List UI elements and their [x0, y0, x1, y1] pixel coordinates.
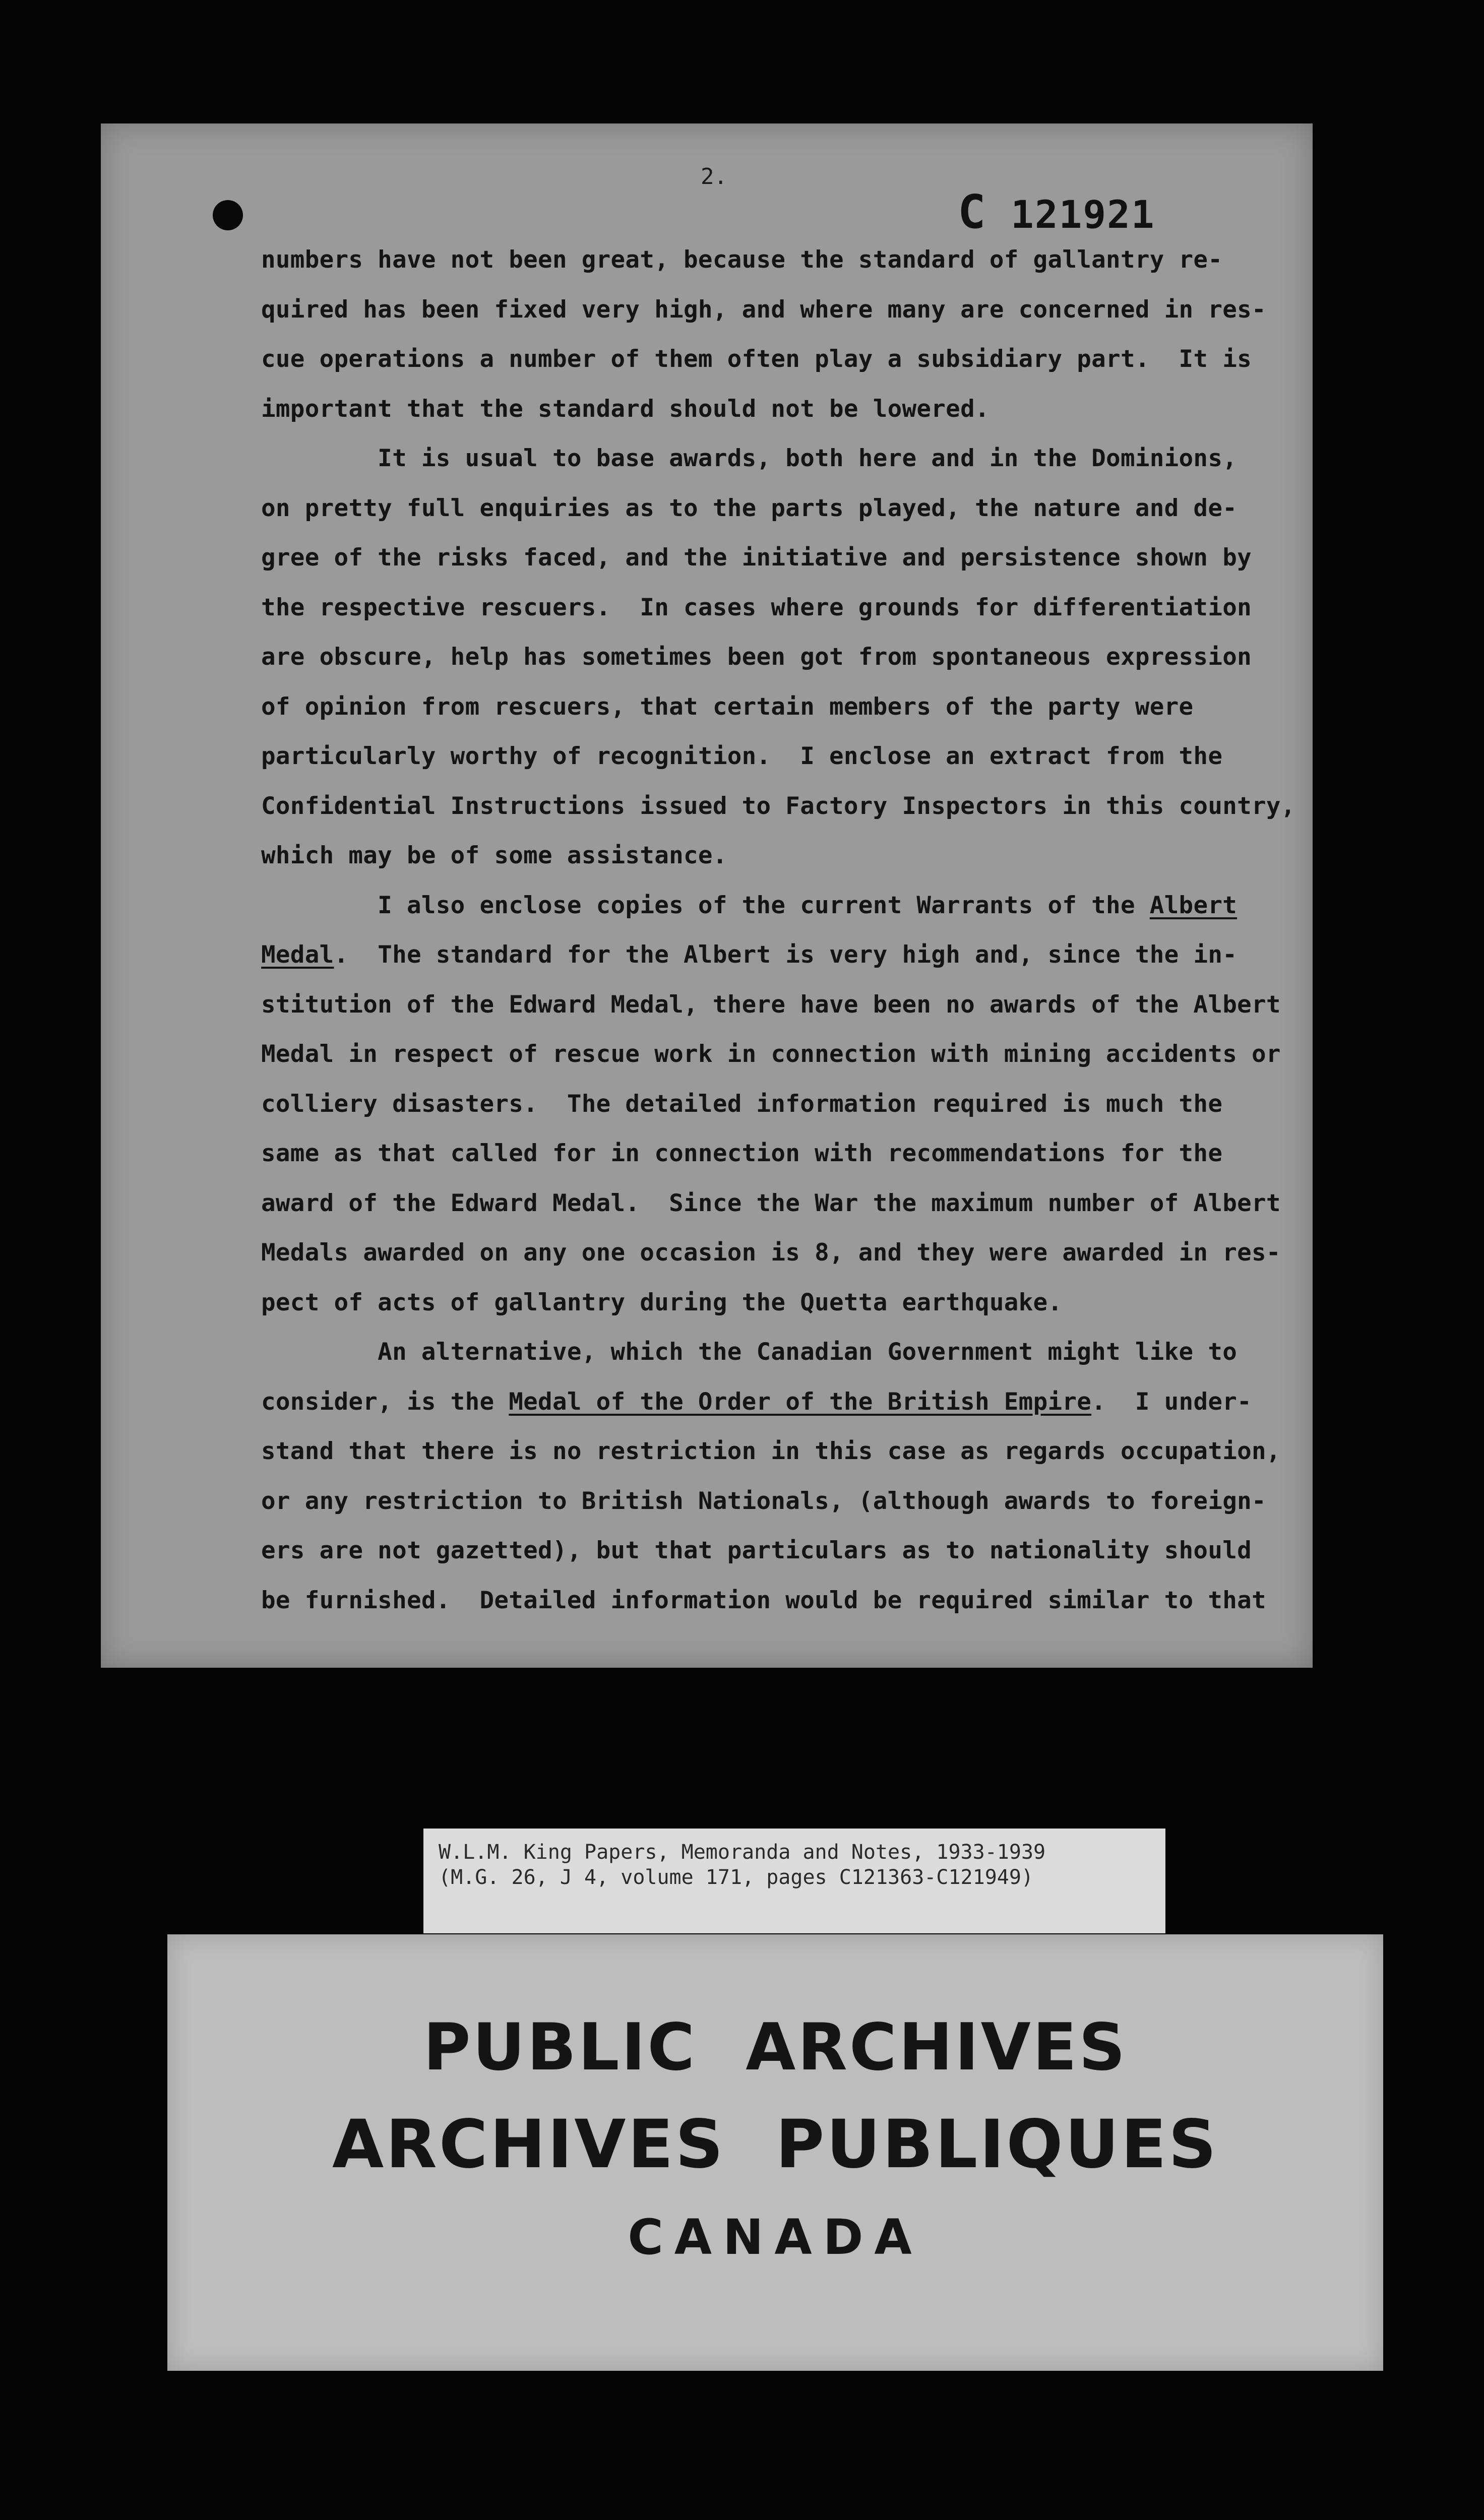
text-line: [261, 533, 1310, 583]
punch-hole: [213, 200, 243, 230]
text-segment: which may be of some assistance.: [261, 842, 727, 869]
archive-title-english: PUBLIC ARCHIVES: [423, 2010, 1128, 2085]
text-segment: stand that there is no restriction in this case as regards occupation,: [261, 1437, 1281, 1465]
archive-title-french: ARCHIVES PUBLIQUES: [332, 2106, 1218, 2183]
text-segment: It is usual to base awards, both here and in the Dominions,: [261, 445, 1238, 472]
text-line: [261, 930, 1310, 980]
text-line: [261, 831, 1310, 881]
text-line: [261, 1526, 1310, 1576]
document-page: [101, 123, 1313, 1668]
underlined-text: Albert: [1149, 891, 1238, 919]
text-line: [261, 782, 1310, 832]
text-line: [261, 1576, 1310, 1626]
text-line: [261, 1328, 1310, 1377]
document-id-prefix: C: [958, 185, 987, 239]
text-line: [261, 335, 1310, 385]
text-segment: Medals awarded on any one occasion is 8, and they were awarded in res-: [261, 1239, 1281, 1267]
letter-body: [261, 235, 1310, 1625]
text-line: [261, 285, 1310, 335]
text-segment: colliery disasters. The detailed information required is much the: [261, 1090, 1223, 1118]
text-segment: An alternative, which the Canadian Government might like to: [261, 1338, 1238, 1366]
text-segment: Medal in respect of rescue work in connection with mining accidents or: [261, 1040, 1281, 1068]
text-segment: Confidential Instructions issued to Factory Inspectors in this country,: [261, 792, 1295, 820]
archive-reference-label: [423, 1829, 1165, 1933]
text-segment: same as that called for in connection with recommendations for the: [261, 1140, 1223, 1167]
text-segment: stitution of the Edward Medal, there have been no awards of the Albert: [261, 990, 1281, 1019]
text-line: [261, 1477, 1310, 1527]
page-number: 2.: [701, 164, 727, 190]
text-segment: cue operations a number of them often play a subsidiary part. It is: [261, 345, 1252, 373]
text-line: [261, 484, 1310, 534]
text-line: [261, 385, 1310, 434]
text-segment: particularly worthy of recognition. I enclose an extract from the: [261, 742, 1223, 770]
text-segment: ers are not gazetted), but that particulars as to nationality should: [261, 1537, 1252, 1564]
text-line: [261, 1377, 1310, 1427]
text-line: [261, 980, 1310, 1030]
text-line: [261, 732, 1310, 782]
text-line: [261, 235, 1310, 285]
text-segment: important that the standard should not be lowered.: [261, 395, 990, 423]
text-segment: on pretty full enquiries as to the parts played, the nature and de-: [261, 494, 1238, 522]
text-segment: pect of acts of gallantry during the Quetta earthquake.: [261, 1288, 1063, 1316]
text-line: [261, 1129, 1310, 1179]
underlined-text: Medal of the Order of the British Empire: [509, 1388, 1092, 1416]
text-segment: or any restriction to British Nationals, (although awards to foreign-: [261, 1487, 1266, 1515]
text-line: [261, 583, 1310, 633]
archive-reference-line-1: W.L.M. King Papers, Memoranda and Notes, 1933-1939: [439, 1841, 1046, 1864]
document-id-number: 121921: [1011, 192, 1155, 237]
text-line: [261, 1427, 1310, 1477]
text-segment: I also enclose copies of the current Warrants of the: [261, 891, 1150, 919]
archive-country: CANADA: [628, 2209, 923, 2265]
text-line: [261, 1228, 1310, 1278]
text-segment: . The standard for the Albert is very high and, since the in-: [334, 941, 1238, 969]
text-line: [261, 633, 1310, 682]
text-segment: gree of the risks faced, and the initiative and persistence shown by: [261, 544, 1252, 572]
text-segment: quired has been fixed very high, and where many are concerned in res-: [261, 295, 1266, 324]
text-segment: the respective rescuers. In cases where grounds for differentiation: [261, 593, 1252, 621]
text-line: [261, 1030, 1310, 1080]
text-line: [261, 1080, 1310, 1129]
text-segment: . I under-: [1091, 1388, 1252, 1416]
text-segment: numbers have not been great, because the standard of gallantry re-: [261, 246, 1223, 274]
text-line: [261, 1179, 1310, 1229]
document-id-stamp: [958, 185, 1155, 239]
text-line: [261, 682, 1310, 732]
archive-reference-line-2: (M.G. 26, J 4, volume 171, pages C121363-C121949): [439, 1866, 1034, 1889]
text-segment: award of the Edward Medal. Since the War the maximum number of Albert: [261, 1189, 1281, 1217]
text-segment: are obscure, help has sometimes been got from spontaneous expression: [261, 643, 1252, 671]
text-line: [261, 881, 1310, 931]
text-segment: be furnished. Detailed information would be required similar to that: [261, 1586, 1266, 1614]
text-line: [261, 1278, 1310, 1328]
text-segment: of opinion from rescuers, that certain members of the party were: [261, 692, 1194, 721]
public-archives-card: [167, 1934, 1383, 2371]
text-line: [261, 434, 1310, 484]
underlined-text: Medal: [261, 941, 334, 969]
text-segment: consider, is the: [261, 1388, 509, 1416]
